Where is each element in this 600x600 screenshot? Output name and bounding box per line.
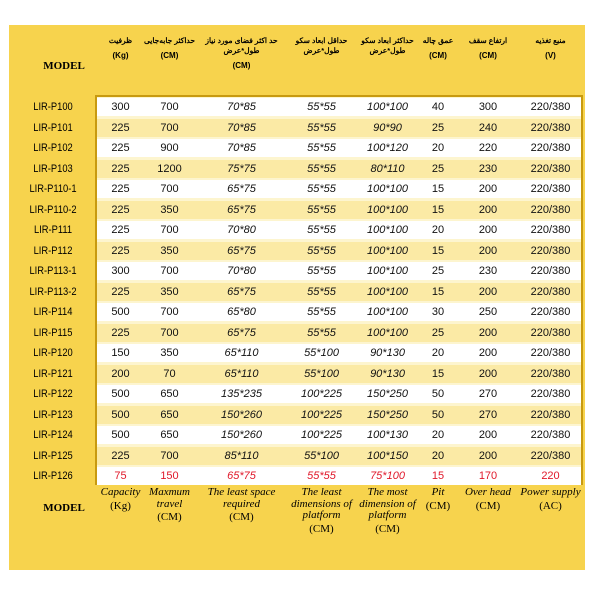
cell-max-platform: 100*100: [367, 285, 408, 298]
column-footer: [355, 487, 420, 551]
cell-capacity: 225: [111, 285, 130, 298]
cell-max-platform: 75*100: [370, 470, 405, 482]
cell-power: 220/380: [530, 203, 571, 216]
table-row: [97, 303, 581, 321]
column-footer-title: Capacity: [100, 486, 141, 498]
model-label: LIR-P121: [33, 367, 73, 380]
column-header: [420, 36, 456, 88]
table-row: [97, 242, 581, 260]
cell-capacity: 75: [114, 470, 127, 482]
column-footer-unit: (CM): [375, 522, 400, 535]
model-label: LIR-P110-2: [29, 203, 77, 216]
cell-max-platform: 100*100: [367, 101, 408, 113]
cell-space: 70*80: [227, 224, 256, 236]
cell-travel: 700: [160, 265, 179, 277]
model-label: LIR-P125: [33, 449, 73, 462]
cell-min-platform: 55*55: [307, 142, 336, 154]
column-header-title: حداکثر جابه‌جایی: [143, 36, 195, 45]
model-label: LIR-P102: [33, 142, 73, 154]
column-footer-title: Over head: [464, 486, 512, 498]
model-label: LIR-P115: [33, 326, 73, 339]
table-row: [97, 406, 581, 424]
column-footer-unit: (CM): [309, 522, 334, 535]
cell-capacity: 500: [111, 306, 130, 318]
cell-travel: 350: [160, 347, 179, 359]
column-header: [144, 36, 195, 88]
cell-pit: 15: [431, 367, 445, 380]
cell-capacity: 225: [111, 142, 130, 154]
cell-space: 65*110: [224, 347, 259, 359]
cell-power: 220/380: [530, 265, 571, 277]
cell-travel: 150: [160, 470, 179, 482]
cell-min-platform: 55*55: [307, 224, 336, 236]
cell-travel: 700: [160, 183, 179, 195]
column-footer-unit: (AC): [539, 499, 562, 512]
cell-overhead: 270: [478, 388, 498, 400]
cell-capacity: 225: [111, 449, 130, 462]
cell-overhead: 200: [478, 347, 498, 359]
model-label: LIR-P112: [33, 244, 73, 257]
cell-overhead: 170: [478, 470, 498, 482]
cell-max-platform: 90*130: [370, 347, 405, 359]
cell-max-platform: 100*130: [367, 429, 408, 441]
cell-space: 150*260: [221, 408, 262, 421]
cell-capacity: 225: [111, 244, 130, 257]
column-header: [456, 36, 520, 88]
cell-max-platform: 150*250: [367, 408, 408, 421]
cell-overhead: 200: [478, 183, 498, 195]
cell-capacity: 500: [111, 408, 130, 421]
cell-capacity: 300: [111, 265, 130, 277]
table-row: [97, 324, 581, 342]
cell-max-platform: 100*150: [367, 449, 408, 462]
model-label: LIR-P100: [33, 101, 73, 113]
table-row: [97, 426, 581, 444]
cell-pit: 15: [431, 285, 445, 298]
model-labels-column: [12, 95, 94, 487]
cell-min-platform: 55*55: [307, 470, 336, 482]
column-footer-unit: (CM): [425, 499, 451, 512]
cell-travel: 900: [160, 142, 179, 154]
cell-max-platform: 100*100: [367, 326, 408, 339]
cell-min-platform: 55*55: [307, 285, 336, 298]
cell-space: 70*85: [227, 121, 256, 134]
column-header-title: حد اکثر فضای مورد نیاز طول*عرض: [205, 36, 278, 56]
column-header-title: ظرفیت: [108, 36, 133, 45]
column-footer-title: The most dimension of platform: [359, 486, 416, 522]
column-footer: [520, 487, 581, 551]
cell-power: 220/380: [530, 408, 571, 421]
cell-overhead: 200: [478, 429, 498, 441]
model-label: LIR-P120: [33, 347, 73, 359]
cell-max-platform: 100*100: [367, 265, 408, 277]
cell-travel: 700: [160, 326, 179, 339]
cell-space: 65*75: [227, 326, 256, 339]
cell-power: 220/380: [530, 388, 571, 400]
cell-overhead: 200: [478, 224, 498, 236]
cell-travel: 700: [160, 306, 179, 318]
model-label: LIR-P114: [33, 306, 73, 318]
column-header-unit: (CM): [479, 51, 497, 61]
cell-min-platform: 55*100: [304, 449, 339, 462]
cell-travel: 650: [160, 408, 179, 421]
cell-capacity: 300: [111, 101, 130, 113]
cell-overhead: 200: [478, 326, 498, 339]
cell-pit: 25: [431, 121, 445, 134]
cell-travel: 650: [160, 429, 179, 441]
cell-max-platform: 150*250: [367, 388, 408, 400]
cell-pit: 40: [431, 101, 445, 113]
column-header-unit: (Kg): [112, 51, 129, 61]
model-label: LIR-P123: [33, 408, 73, 421]
column-header: [97, 36, 144, 88]
cell-pit: 20: [431, 429, 445, 441]
table-row: [97, 139, 581, 157]
model-label: LIR-P103: [33, 162, 73, 175]
cell-min-platform: 100*225: [301, 388, 342, 400]
cell-overhead: 200: [478, 367, 498, 380]
cell-min-platform: 55*100: [304, 367, 339, 380]
cell-pit: 50: [431, 408, 445, 421]
cell-min-platform: 55*55: [307, 121, 336, 134]
cell-space: 65*75: [227, 183, 256, 195]
cell-overhead: 200: [478, 285, 498, 298]
column-header-title: ارتفاع سقف: [468, 36, 508, 45]
column-header-title: عمق چاله: [422, 36, 454, 45]
cell-min-platform: 55*55: [307, 306, 336, 318]
cell-capacity: 150: [111, 347, 130, 359]
cell-overhead: 230: [478, 162, 498, 175]
column-header-unit: (CM): [232, 61, 251, 71]
cell-power: 220/380: [530, 449, 571, 462]
cell-power: 220/380: [530, 367, 571, 380]
cell-overhead: 250: [478, 306, 498, 318]
cell-power: 220/380: [530, 121, 571, 134]
model-label: LIR-P113-1: [29, 265, 77, 277]
cell-travel: 650: [160, 388, 179, 400]
column-footer: [288, 487, 355, 551]
cell-travel: 1200: [157, 162, 182, 175]
table-row: [97, 119, 581, 137]
table-row: [97, 160, 581, 178]
cell-pit: 20: [431, 449, 445, 462]
model-label: LIR-P101: [33, 121, 73, 134]
column-header-unit: (CM): [160, 51, 179, 61]
column-footer: [456, 487, 520, 551]
column-footer-unit: (CM): [229, 511, 254, 524]
cell-pit: 15: [431, 470, 445, 482]
column-header-title: حداقل ابعاد سکو طول*عرض: [295, 36, 348, 56]
cell-space: 70*80: [227, 265, 256, 277]
cell-travel: 700: [160, 101, 179, 113]
cell-max-platform: 100*120: [367, 142, 408, 154]
cell-min-platform: 55*55: [307, 326, 336, 339]
model-label: LIR-P111: [33, 224, 73, 236]
cell-power: 220/380: [530, 162, 571, 175]
table-row: [97, 98, 581, 116]
cell-min-platform: 55*100: [304, 347, 339, 359]
table-row: [97, 180, 581, 198]
cell-power: 220/380: [530, 306, 571, 318]
table-row: [97, 221, 581, 239]
cell-pit: 25: [431, 162, 445, 175]
column-footer: [195, 487, 288, 551]
cell-space: 135*235: [221, 388, 262, 400]
column-footer-title: Pit: [431, 486, 445, 498]
cell-capacity: 200: [111, 367, 130, 380]
table-row: [97, 385, 581, 403]
cell-space: 70*85: [227, 142, 256, 154]
cell-min-platform: 100*225: [301, 429, 342, 441]
cell-capacity: 225: [111, 224, 130, 236]
column-header-title: حداکثر ابعاد سکو طول*عرض: [361, 36, 414, 56]
cell-space: 65*110: [224, 367, 259, 380]
column-footer-title: Maxmum travel: [149, 486, 190, 510]
model-label: LIR-P110-1: [29, 183, 77, 195]
cell-power: 220/380: [530, 183, 571, 195]
cell-min-platform: 55*55: [307, 244, 336, 257]
cell-min-platform: 55*55: [307, 203, 336, 216]
cell-min-platform: 55*55: [307, 101, 336, 113]
cell-travel: 700: [160, 449, 179, 462]
cell-power: 220/380: [530, 244, 571, 257]
table-row: [97, 467, 581, 485]
column-header: [195, 36, 288, 88]
column-footer-title: Power supply: [520, 486, 581, 498]
cell-pit: 50: [431, 388, 445, 400]
cell-pit: 25: [431, 265, 445, 277]
model-header-bottom: MODEL: [43, 502, 85, 514]
cell-overhead: 200: [478, 449, 498, 462]
model-label: LIR-P113-2: [29, 285, 77, 298]
column-footer-title: The least space required: [207, 486, 276, 510]
cell-capacity: 225: [111, 162, 130, 175]
cell-space: 150*260: [221, 429, 262, 441]
cell-pit: 20: [431, 142, 445, 154]
cell-overhead: 230: [478, 265, 498, 277]
cell-capacity: 225: [111, 326, 130, 339]
cell-max-platform: 100*100: [367, 203, 408, 216]
cell-space: 85*110: [224, 449, 259, 462]
column-header: [520, 36, 581, 88]
cell-max-platform: 100*100: [367, 244, 408, 257]
cell-travel: 350: [160, 203, 179, 216]
cell-space: 65*80: [227, 306, 256, 318]
cell-space: 75*75: [227, 162, 256, 175]
column-footer-unit: (Kg): [110, 499, 131, 512]
cell-max-platform: 100*100: [367, 306, 408, 318]
column-header-title: منبع تغذیه: [535, 36, 566, 45]
cell-overhead: 200: [478, 203, 498, 216]
cell-min-platform: 55*55: [307, 183, 336, 195]
column-footer: [420, 487, 456, 551]
cell-travel: 70: [163, 367, 176, 380]
cell-capacity: 225: [111, 183, 130, 195]
cell-overhead: 220: [478, 142, 498, 154]
column-header-unit: (V): [545, 51, 556, 61]
cell-space: 65*75: [227, 470, 256, 482]
cell-overhead: 300: [478, 101, 498, 113]
cell-min-platform: 100*225: [301, 408, 342, 421]
cell-capacity: 500: [111, 388, 130, 400]
cell-space: 70*85: [227, 101, 256, 113]
cell-travel: 700: [160, 121, 179, 134]
cell-capacity: 225: [111, 203, 130, 216]
cell-power: 220/380: [530, 142, 571, 154]
cell-space: 65*75: [227, 203, 256, 216]
cell-power: 220/380: [530, 285, 571, 298]
cell-min-platform: 55*55: [307, 162, 336, 175]
cell-pit: 15: [431, 203, 445, 216]
cell-pit: 15: [431, 244, 445, 257]
model-label: LIR-P122: [33, 388, 73, 400]
cell-max-platform: 90*90: [373, 121, 402, 134]
cell-overhead: 240: [478, 121, 498, 134]
cell-pit: 15: [431, 183, 445, 195]
column-header: [355, 36, 420, 88]
column-footer-unit: (CM): [475, 499, 501, 512]
model-label: LIR-P124: [33, 429, 73, 441]
cell-overhead: 270: [478, 408, 498, 421]
column-footer: [144, 487, 195, 551]
cell-travel: 350: [160, 244, 179, 257]
cell-max-platform: 90*130: [370, 367, 405, 380]
table-row: [97, 365, 581, 383]
cell-power: 220/380: [530, 326, 571, 339]
column-header: [288, 36, 355, 88]
model-label: LIR-P126: [33, 470, 73, 482]
cell-capacity: 500: [111, 429, 130, 441]
cell-max-platform: 100*100: [367, 224, 408, 236]
cell-max-platform: 100*100: [367, 183, 408, 195]
model-header-top: MODEL: [43, 60, 85, 72]
cell-power: 220: [541, 470, 560, 482]
cell-pit: 20: [431, 224, 445, 236]
cell-overhead: 200: [478, 244, 498, 257]
table-row: [97, 201, 581, 219]
cell-pit: 25: [431, 326, 445, 339]
cell-power: 220/380: [530, 101, 571, 113]
cell-min-platform: 55*55: [307, 265, 336, 277]
cell-space: 65*75: [227, 244, 256, 257]
cell-space: 65*75: [227, 285, 256, 298]
table-row: [97, 344, 581, 362]
column-header-unit: (CM): [429, 51, 447, 61]
table-row: [97, 447, 581, 465]
cell-max-platform: 80*110: [370, 162, 405, 175]
column-footer-title: The least dimensions of platform: [291, 486, 352, 522]
column-footer-unit: (CM): [157, 511, 182, 524]
cell-capacity: 225: [111, 121, 130, 134]
cell-pit: 30: [431, 306, 445, 318]
column-footer: [97, 487, 144, 551]
cell-pit: 20: [431, 347, 445, 359]
table-row: [97, 283, 581, 301]
cell-power: 220/380: [530, 224, 571, 236]
table-row: [97, 262, 581, 280]
cell-travel: 350: [160, 285, 179, 298]
cell-power: 220/380: [530, 347, 571, 359]
cell-power: 220/380: [530, 429, 571, 441]
cell-travel: 700: [160, 224, 179, 236]
